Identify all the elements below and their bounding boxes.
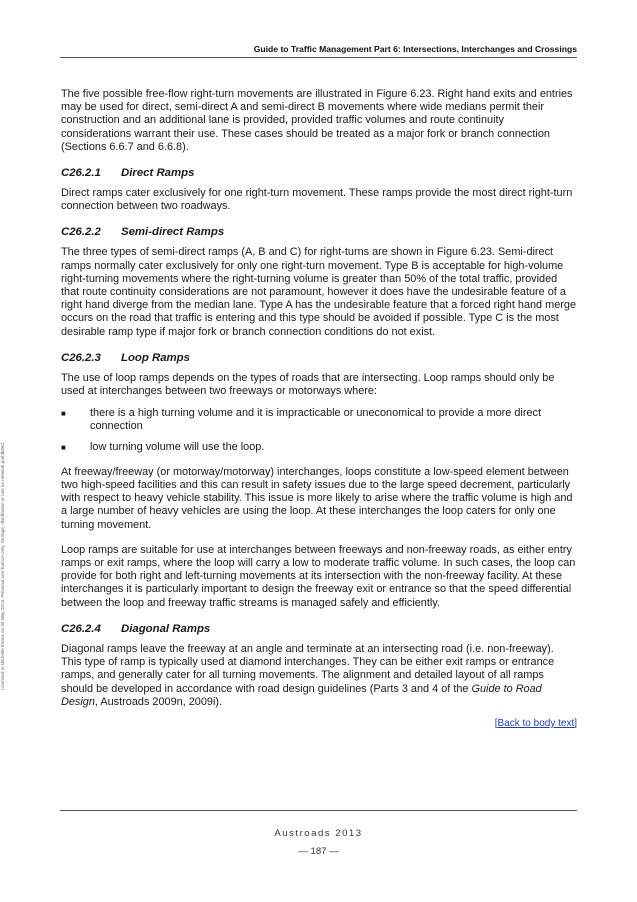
back-to-body-text-link[interactable]: [Back to body text] bbox=[494, 717, 577, 729]
section-title: Semi-direct Ramps bbox=[121, 226, 225, 239]
diagonal-ramps-paragraph bbox=[61, 643, 577, 709]
header-divider bbox=[60, 57, 577, 58]
section-number: C26.2.4 bbox=[61, 622, 101, 635]
section-number: C26.2.2 bbox=[61, 226, 101, 239]
loop-ramps-paragraph: The use of loop ramps depends on the types of roads that are intersecting. Loop ramps should only be used at interchanges between two freeways or motorways where: bbox=[61, 371, 555, 398]
diagonal-text-start: Diagonal ramps leave the freeway at an angle and terminate at an intersecting road (i.e. non-freeway). This type of ramp is typically used at diamond interchanges. They can be either exit ramps or entrance ramps, and generally cater for all turning movements. The alignment and detailed layout of all ramps should be developed in accordance with road design guidelines (Parts 3 and 4 of the bbox=[61, 642, 555, 695]
section-heading-semi-direct-ramps bbox=[61, 225, 577, 239]
list-item-text: low turning volume will use the loop. bbox=[90, 440, 265, 453]
section-title: Direct Ramps bbox=[121, 167, 195, 180]
page-number: — 187 — bbox=[298, 846, 339, 857]
footer-organisation: Austroads 2013 bbox=[274, 828, 363, 839]
section-number: C26.2.1 bbox=[61, 167, 101, 180]
list-item-text: there is a high turning volume and it is impracticable or uneconomical to provide a more direct connection bbox=[90, 407, 541, 433]
guide-title-reference: Guide to Road Design bbox=[61, 682, 542, 708]
list-item bbox=[61, 441, 577, 454]
section-heading-direct-ramps bbox=[61, 166, 577, 180]
bullet-icon: ■ bbox=[61, 442, 66, 452]
licence-watermark: Licensed to Michelle Evans on 30 May 2013. Personal use licence only. Storage, distribution or use on network prohibited. bbox=[0, 441, 5, 690]
list-item bbox=[61, 407, 577, 433]
footer-divider bbox=[60, 810, 577, 811]
diagonal-text-end: , Austroads 2009n, 2009i). bbox=[94, 695, 223, 708]
section-number: C26.2.3 bbox=[61, 351, 101, 364]
intro-paragraph: The five possible free-flow right-turn movements are illustrated in Figure 6.23. Right hand exits and entries may be used for direct, semi-direct A and semi-direct B movements where wide medians permit their construction and an additional lane is provided, provided traffic volumes and route continuity considerations warrant their use. These cases should be treated as a major fork or branch connection (Sections 6.6.7 and 6.6.8). bbox=[61, 88, 573, 153]
bullet-icon: ■ bbox=[61, 409, 66, 419]
semi-direct-ramps-paragraph: The three types of semi-direct ramps (A, B and C) for right-turns are shown in Figure 6.23. Semi-direct ramps normally cater exclusively for only one right-turn movement. Type B is acceptable for high-volume right-turning movements where the right-turning volume is greater than 50% of the total traffic, provided that route continuity considerations are not paramount, however it does have the undesirable feature of a right hand diverge from the median lane. Type A has the undesirable feature that a forced right hand merge occurs on the road that traffic is entering and this type should be avoided if possible. Type C is the most desirable ramp type if major fork or branch connection conditions do not exist. bbox=[61, 246, 577, 338]
section-title: Loop Ramps bbox=[121, 351, 190, 364]
loop-ramps-bullet-list bbox=[61, 407, 577, 454]
running-header: Guide to Traffic Management Part 6: Intersections, Interchanges and Crossings bbox=[253, 44, 577, 54]
section-heading-loop-ramps bbox=[61, 351, 577, 365]
loop-ramps-freeway-paragraph: At freeway/freeway (or motorway/motorway) interchanges, loops constitute a low-speed element between two high-speed facilities and this can result in safety issues due to the large speed decrement, particularly with respect to heavy vehicle stability. This issue is more likely to arise where the traffic volume is high and a large number of heavy vehicles are using the loop. At these interchanges the loop caters for only one turning movement. bbox=[61, 465, 573, 531]
section-heading-diagonal-ramps bbox=[61, 622, 577, 636]
back-link-row bbox=[61, 717, 577, 730]
page-body bbox=[61, 88, 577, 730]
loop-ramps-non-freeway-paragraph: Loop ramps are suitable for use at interchanges between freeways and non-freeway roads, as either entry ramps or exit ramps, where the loop will carry a low to moderate traffic volume. In such cases, the loop can provide for both right and left-turning movements at its intersection with the non-freeway facility. At these interchanges it is particularly important to design the freeway exit or entrance so that the speed differential between the loop and freeway traffic streams is managed safely and efficiently. bbox=[61, 543, 576, 609]
section-title: Diagonal Ramps bbox=[121, 622, 211, 635]
direct-ramps-paragraph: Direct ramps cater exclusively for one right-turn movement. These ramps provide the most direct right-turn connection between two roadways. bbox=[61, 187, 573, 213]
